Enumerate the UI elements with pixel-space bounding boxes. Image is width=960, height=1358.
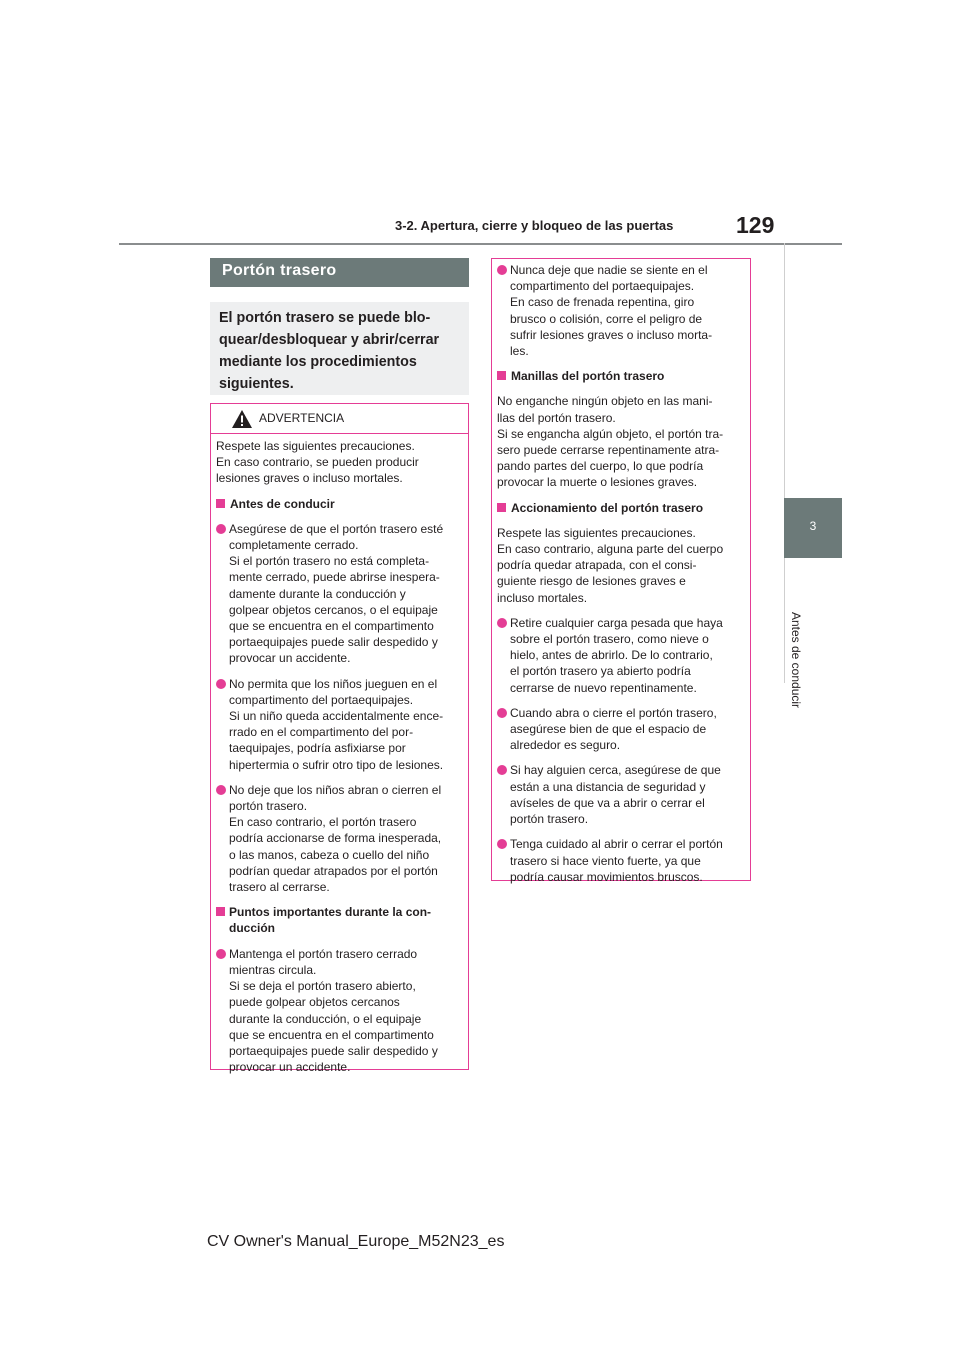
list-item: Nunca deje que nadie se siente en el compartimento del portaequipajes. En caso de frenada repentina, giro brusco o colisión, corre el peligro de sufrir lesiones graves o incluso morta- les. xyxy=(497,262,745,359)
chapter-tab xyxy=(784,498,842,558)
list-item: Retire cualquier carga pesada que haya sobre el portón trasero, como nieve o hielo, antes de abrirlo. De lo contrario, el portón trasero ya abierto podría cerrarse de nuevo repentinamente. xyxy=(497,615,745,696)
subheading-while-driving: Puntos importantes durante la con- ducción xyxy=(216,904,463,936)
list-item: Asegúrese de que el portón trasero esté completamente cerrado. Si el portón trasero no está completa- mente cerrado, puede abrirse inespera- damente durante la conducción y golpear objetos cercanos, o el equipaje que se encuentra en el compartimento portaequipajes puede salir despedido y provocar un accidente. xyxy=(216,521,463,667)
page-number: 129 xyxy=(736,212,775,238)
warning-body xyxy=(492,259,750,885)
bullet-icon xyxy=(497,765,507,775)
bullet-icon xyxy=(216,524,226,534)
warning-box-right xyxy=(491,258,751,884)
square-bullet-icon xyxy=(497,371,506,380)
subheading-before-driving: Antes de conducir xyxy=(216,496,463,512)
paragraph-handles: No enganche ningún objeto en las mani- llas del portón trasero. Si se engancha algún objeto, el portón tra- sero puede cerrarse repentinamente atra- pando partes del cuerpo, lo que podría provocar la muerte o lesiones graves. xyxy=(497,394,724,490)
warning-triangle-icon xyxy=(231,409,253,429)
list-item: No deje que los niños abran o cierren el portón trasero. En caso contrario, el portón trasero podría accionarse de forma inesperada, o las manos, cabeza o cuello del niño podrían quedar atrapados por el portón trasero al cerrarse. xyxy=(216,782,463,895)
list-item: Mantenga el portón trasero cerrado mientras circula. Si se deja el portón trasero abierto, puede golpear objetos cercanos durante la conducción, o el equipaje que se encuentra en el compartimento portaequipajes puede salir despedido y provocar un accidente. xyxy=(216,946,463,1076)
bullet-icon xyxy=(497,265,507,275)
warning-body xyxy=(211,434,468,1075)
bullet-icon xyxy=(497,839,507,849)
paragraph-operation: Respete las siguientes precauciones. En caso contrario, alguna parte del cuerpo podría quedar atrapada, con el consi- guiente riesgo de lesiones graves e incluso mortales. xyxy=(497,525,724,605)
side-divider xyxy=(784,243,785,683)
intro-text: El portón trasero se puede blo- quear/desbloquear y abrir/cerrar mediante los procedimientos siguientes. xyxy=(219,310,440,392)
subheading-handles: Manillas del portón trasero xyxy=(497,368,745,384)
list-item: Cuando abra o cierre el portón trasero, asegúrese bien de que el espacio de alrededor es seguro. xyxy=(497,705,745,754)
square-bullet-icon xyxy=(497,503,506,512)
warning-box-left xyxy=(210,403,469,1075)
list-item: Tenga cuidado al abrir o cerrar el portón trasero si hace viento fuerte, ya que podría causar movimientos bruscos. xyxy=(497,836,745,885)
section-title: Portón trasero xyxy=(210,258,469,287)
list-item: No permita que los niños jueguen en el compartimento del portaequipajes. Si un niño queda accidentalmente ence- rrado en el compartimento del por- taequipajes, podría asfixiarse por hipertermia o sufrir otro tipo de lesiones. xyxy=(216,676,463,773)
bullet-icon xyxy=(216,949,226,959)
warning-title: ADVERTENCIA xyxy=(259,411,345,425)
footer-manual-id: CV Owner's Manual_Europe_M52N23_es xyxy=(207,1233,505,1250)
square-bullet-icon xyxy=(216,499,225,508)
warning-header xyxy=(211,404,468,434)
chapter-number: 3 xyxy=(809,519,817,533)
chapter-label: Antes de conducir xyxy=(789,611,803,709)
intro-box xyxy=(210,302,469,395)
list-item: Si hay alguien cerca, asegúrese de que están a una distancia de seguridad y avíseles de que va a abrir o cerrar el portón trasero. xyxy=(497,762,745,827)
bullet-icon xyxy=(216,679,226,689)
warning-intro: Respete las siguientes precauciones. En caso contrario, se pueden producir lesiones graves o incluso mortales. xyxy=(216,439,419,486)
bullet-icon xyxy=(216,785,226,795)
header-rule xyxy=(119,243,842,245)
subheading-operation: Accionamiento del portón trasero xyxy=(497,500,745,516)
square-bullet-icon xyxy=(216,907,225,916)
bullet-icon xyxy=(497,618,507,628)
header-section-title: 3-2. Apertura, cierre y bloqueo de las puertas xyxy=(395,218,674,233)
bullet-icon xyxy=(497,708,507,718)
